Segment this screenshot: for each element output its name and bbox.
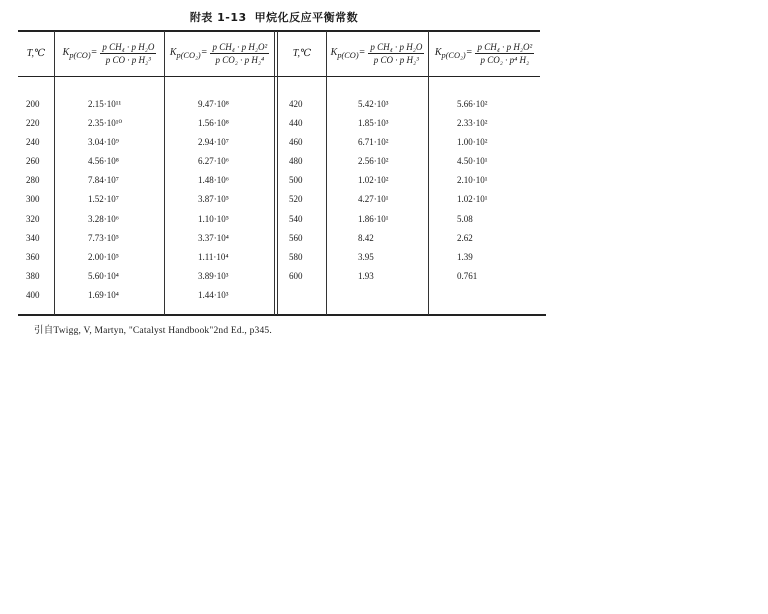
table-cell: 560 [289,232,303,243]
table-title [0,9,548,25]
header-rule [18,76,540,77]
column-temperature-right [289,95,303,286]
kp-co2-denominator: p CO₂ · p⁴ H₂ [480,54,530,65]
table-cell: 5.66·10² [457,99,488,109]
table-cell: 5.60·10⁴ [88,270,119,281]
table-cell: 3.28·10⁶ [88,213,119,224]
table-cell: 3.87·10⁵ [198,194,229,205]
table-cell: 7.84·10⁷ [88,175,119,186]
table-cell: 540 [289,213,303,224]
table-cell: 200 [26,99,40,109]
header-temperature-left-label: T,℃ [26,47,46,59]
kp-co2-fraction [475,42,534,65]
table-cell: 2.94·10⁷ [198,137,229,148]
kp-co-denominator: p CO · p H₂³ [373,54,419,65]
header-kp-co-right [327,30,428,76]
table-cell: 240 [26,137,40,148]
table-cell: 380 [26,270,40,281]
table-cell: 1.00·10² [457,137,488,148]
table-cell: 2.35·10¹⁰ [88,118,123,129]
table-cell: 1.93 [358,270,374,281]
table-cell: 2.56·10² [358,156,389,167]
table-cell: 6.27·10⁶ [198,156,229,167]
table-cell: 1.85·10³ [358,118,389,129]
table-cell: 340 [26,232,40,243]
table-cell: 2.62 [457,232,473,243]
kp-co2-denominator: p CO₂ · p H₂⁴ [215,54,265,65]
table-cell: 9.47·10⁸ [198,99,229,109]
kp-co2-numerator: p CH₄ · p H₂O² [212,41,268,52]
table-cell: 400 [26,289,40,300]
table-cell: 220 [26,118,40,129]
table-cell: 280 [26,175,40,186]
table-cell: 1.86·10¹ [358,213,389,224]
table-cell: 4.50·10¹ [457,156,488,167]
header-temperature-right [278,30,326,76]
header-temperature-left [18,30,54,76]
table-cell: 1.39 [457,251,473,262]
header-kp-co2-right [429,30,540,76]
column-temperature-left [26,95,40,305]
table-cell: 3.95 [358,251,374,262]
kp-co-numerator: p CH₄ · p H₂O [102,41,155,52]
table-cell: 580 [289,251,303,262]
table-cell: 7.73·10⁵ [88,232,119,243]
table-cell: 1.69·10⁴ [88,289,119,300]
table-cell: 4.56·10⁸ [88,156,119,167]
table-cell: 2.33·10² [457,118,488,129]
table-cell: 440 [289,118,303,129]
kp-co-numerator: p CH₄ · p H₂O [370,41,423,52]
kp-co2-fraction [210,42,269,65]
table-cell: 260 [26,156,40,167]
table-cell: 5.08 [457,213,473,224]
table-cell: 1.02·10¹ [457,194,488,205]
table-cell: 1.56·10⁸ [198,118,229,129]
table-cell: 3.37·10⁴ [198,232,229,243]
column-divider-double [274,31,275,315]
column-kp-co-left [88,95,122,305]
kp-co2-symbol: $K_{p(CO_2)}=$ [434,46,473,60]
header-kp-co-left [55,30,164,76]
table-cell: 1.02·10² [358,175,389,186]
column-kp-co-right [358,95,388,286]
table-cell: 2.00·10⁵ [88,251,119,262]
kp-co-fraction [100,42,156,65]
table-cell: 1.10·10⁵ [198,213,229,224]
kp-co2-symbol: $K_{p(CO_2)}=$ [169,46,208,60]
table-cell: 1.52·10⁷ [88,194,119,205]
table-cell: 2.15·10¹¹ [88,99,122,109]
column-kp-co2-left [198,95,229,305]
kp-co-symbol: $K_{p(CO)}=$ [330,46,366,60]
table-cell: 3.04·10⁹ [88,137,119,148]
table-cell: 460 [289,137,303,148]
kp-co-denominator: p CO · p H₂³ [105,54,151,65]
table-cell: 520 [289,194,303,205]
header-temperature-right-label: T,℃ [292,47,312,59]
table-cell: 1.11·10⁴ [198,251,229,262]
header-kp-co2-left [165,30,274,76]
table-cell: 320 [26,213,40,224]
kp-co-fraction [368,42,424,65]
column-kp-co2-right [457,95,487,286]
table-cell: 360 [26,251,40,262]
table-cell: 6.71·10² [358,137,389,148]
table-cell: 4.27·10¹ [358,194,389,205]
table-cell: 1.48·10⁶ [198,175,229,186]
table-cell: 5.42·10³ [358,99,389,109]
kp-co2-numerator: p CH₄ · p H₂O² [477,41,533,52]
table-cell: 600 [289,270,303,281]
table-cell: 8.42 [358,232,374,243]
table-cell: 500 [289,175,303,186]
table-cell: 480 [289,156,303,167]
table-cell: 2.10·10¹ [457,175,488,186]
table-cell: 3.89·10³ [198,270,229,281]
table-title-text: 甲烷化反应平衡常数 [254,11,359,24]
source-footnote: 引自Twigg, V, Martyn, "Catalyst Handbook"2nd Ed., p345. [34,326,272,336]
table-cell: 1.44·10³ [198,289,229,300]
kp-co-symbol: $K_{p(CO)}=$ [62,46,98,60]
bottom-rule [18,314,546,316]
table-cell: 300 [26,194,40,205]
table-number: 附表 1-13 [189,11,247,24]
table-cell: 420 [289,99,303,109]
table-cell: 0.761 [457,270,478,281]
